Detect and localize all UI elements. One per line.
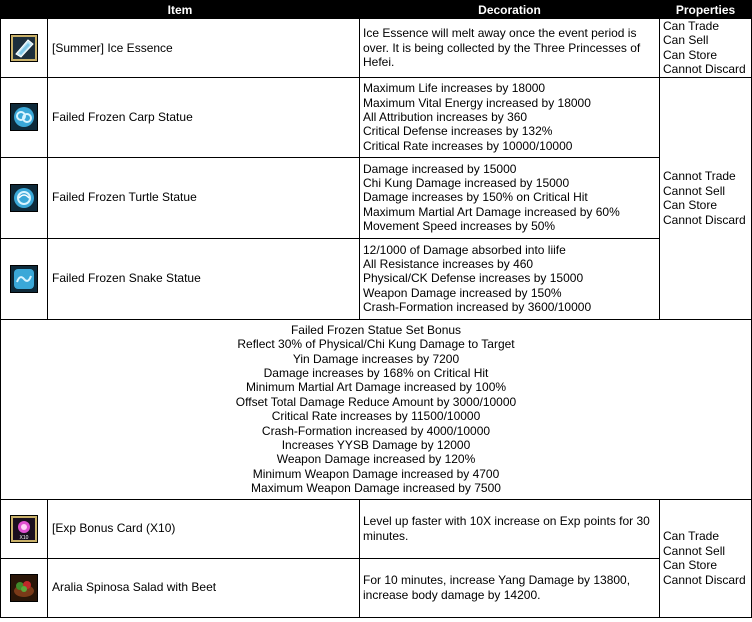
item-properties (660, 19, 752, 78)
item-description: 12/1000 of Damage absorbed into liife All Resistance increases by 460 Physical/CK Defense increases by 15000 Weapon Damage increased by 150% Crash-Formation increased by 3600/10000 (360, 238, 660, 319)
table-row (1, 238, 752, 319)
svg-text:X10: X10 (19, 534, 29, 541)
table-row (1, 499, 752, 558)
set-bonus-row (1, 319, 752, 499)
table-row (1, 19, 752, 78)
header-item: Item (1, 1, 360, 19)
frozen-turtle-statue-icon (10, 184, 38, 212)
property: Cannot Sell (663, 183, 726, 198)
item-name: Failed Frozen Turtle Statue (48, 157, 360, 238)
property: Cannot Sell (663, 543, 726, 558)
exp-bonus-card-icon (10, 515, 38, 543)
item-name: Failed Frozen Carp Statue (48, 77, 360, 157)
property: Can Sell (663, 33, 709, 48)
property: Cannot Trade (663, 169, 736, 184)
table-row (1, 558, 752, 617)
item-name: Aralia Spinosa Salad with Beet (48, 558, 360, 617)
header-decoration: Decoration (360, 1, 660, 19)
item-name: Failed Frozen Snake Statue (48, 238, 360, 319)
set-bonus-title: Failed Frozen Statue Set Bonus (290, 322, 462, 337)
item-name: [Summer] Ice Essence (48, 19, 360, 78)
property: Can Store (663, 47, 718, 62)
header-properties: Properties (660, 1, 752, 19)
salad-icon (10, 574, 38, 602)
frozen-snake-statue-icon (10, 265, 38, 293)
property: Can Trade (663, 529, 720, 544)
table-row (1, 77, 752, 157)
property: Can Trade (663, 19, 720, 33)
property: Cannot Discard (663, 572, 746, 587)
frozen-carp-statue-icon (10, 103, 38, 131)
item-name: [Exp Bonus Card (X10) (48, 499, 360, 558)
property: Cannot Discard (663, 62, 746, 77)
header-row (1, 1, 752, 19)
bottom-properties (660, 499, 752, 617)
item-description: Damage increased by 15000 Chi Kung Damage increased by 15000 Damage increases by 150% on Critical Hit Maximum Martial Art Damage increased by 60% Movement Speed increases by 50% (360, 157, 660, 238)
item-description: Level up faster with 10X increase on Exp points for 30 minutes. (360, 499, 660, 558)
item-description: Ice Essence will melt away once the event period is over. It is being collected by the Three Princesses of Hefei. (360, 19, 660, 78)
item-description: For 10 minutes, increase Yang Damage by 13800, increase body damage by 14200. (360, 558, 660, 617)
statue-properties (660, 77, 752, 319)
ice-essence-icon (10, 34, 38, 62)
set-bonus: Failed Frozen Statue Set Bonus Reflect 30% of Physical/Chi Kung Damage to Target Yin Damage increases by 7200 Damage increases by 168% on Critical Hit Minimum Martial Art Damage increased by 100% Offset Total Damage Reduce Amount by 3000/10000 Critical Rate increases by 11500/10000 Crash-Formation increased by 4000/10000 Increases YYSB Damage by 12000 Weapon Damage increased by 120% Minimum Weapon Damage increased by 4700 Maximum Weapon Damage increased by 7500 (1, 319, 752, 499)
item-description: Maximum Life increases by 18000 Maximum Vital Energy increased by 18000 All Attribution increases by 360 Critical Defense increases by 132% Critical Rate increases by 10000/10000 (360, 77, 660, 157)
table-row (1, 157, 752, 238)
property: Can Store (663, 558, 718, 573)
property: Cannot Discard (663, 212, 746, 227)
property: Can Store (663, 198, 718, 213)
